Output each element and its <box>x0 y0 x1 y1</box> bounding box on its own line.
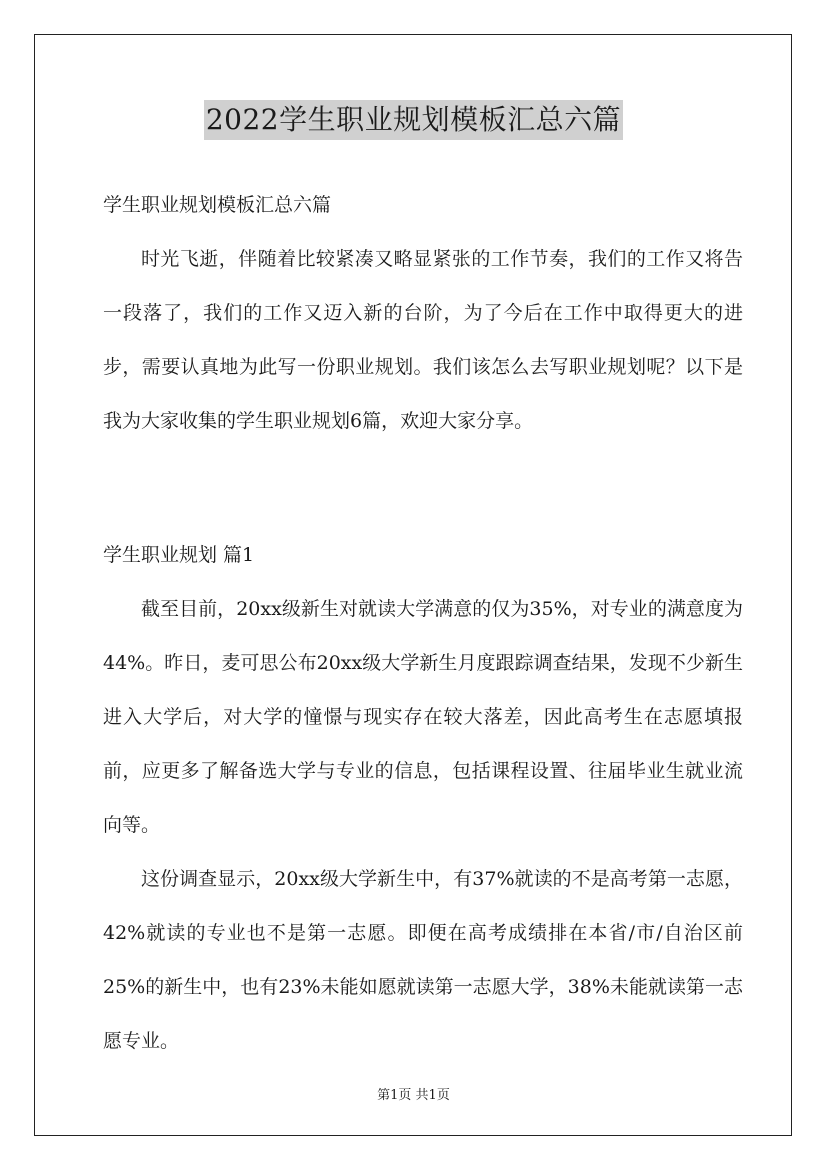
document-title: 2022学生职业规划模板汇总六篇 <box>204 100 623 140</box>
intro-paragraph: 时光飞逝，伴随着比较紧凑又略显紧张的工作节奏，我们的工作又将告一段落了，我们的工作又迈入新的台阶，为了今后在工作中取得更大的进步，需要认真地为此写一份职业规划。我们该怎么去写职业规划呢？以下是我为大家收集的学生职业规划6篇，欢迎大家分享。 <box>103 248 743 432</box>
section-1-paragraph-2: 这份调查显示，20xx级大学新生中，有37%就读的不是高考第一志愿，42%就读的专业也不是第一志愿。即便在高考成绩排在本省/市/自治区前25%的新生中，也有23%未能如愿就读第一志愿大学，38%未能就读第一志愿专业。 <box>103 868 743 1052</box>
document-body <box>103 178 743 1068</box>
page-footer: 第1页 共1页 <box>377 1088 450 1103</box>
section-spacer <box>103 448 743 528</box>
section-1-paragraph-1: 截至目前，20xx级新生对就读大学满意的仅为35%，对专业的满意度为44%。昨日，麦可思公布20xx级大学新生月度跟踪调查结果，发现不少新生进入大学后，对大学的憧憬与现实存在较大落差，因此高考生在志愿填报前，应更多了解备选大学与专业的信息，包括课程设置、往届毕业生就业流向等。 <box>103 598 743 836</box>
title-container <box>0 100 827 140</box>
section-1-heading: 学生职业规划 篇1 <box>103 544 255 566</box>
document-subtitle: 学生职业规划模板汇总六篇 <box>103 194 332 216</box>
